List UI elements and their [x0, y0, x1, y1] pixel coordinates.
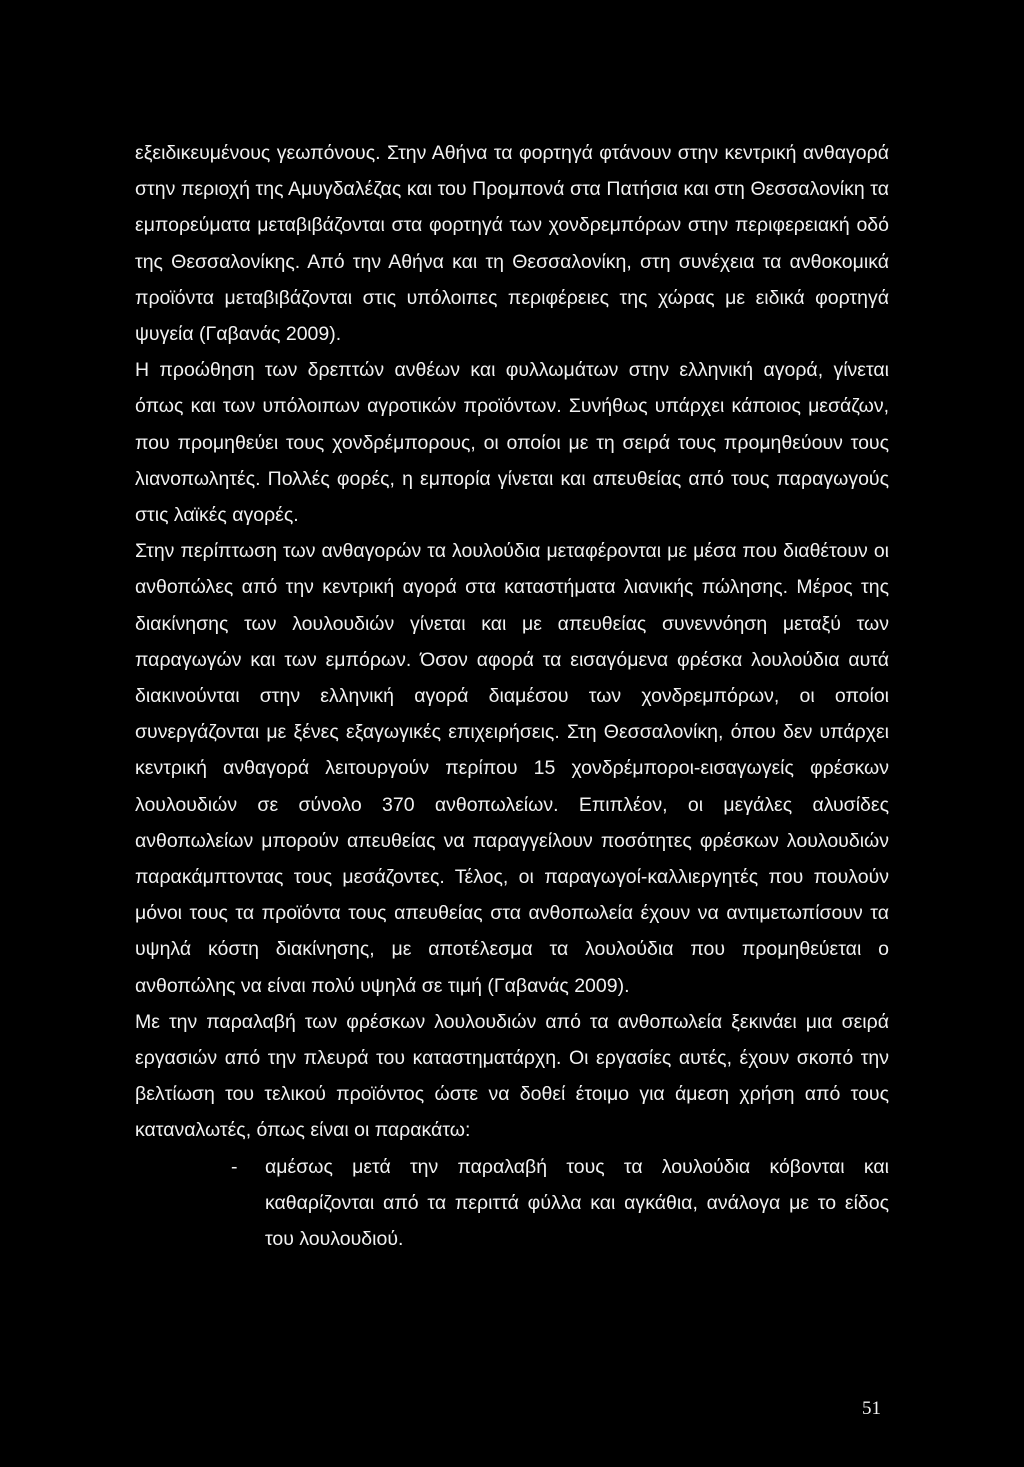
paragraph-3: Στην περίπτωση των ανθαγορών τα λουλούδια μεταφέρονται με μέσα που διαθέτουν οι ανθοπώλες από την κεντρική αγορά στα καταστήματα λιανικής πώλησης. Μέρος της διακίνησης των λουλουδιών γίνεται και με απευθείας συνεννόηση μεταξύ των παραγωγών και των εμπόρων. Όσον αφορά τα εισαγόμενα φρέσκα λουλούδια αυτά διακινούνται στην ελληνική αγορά διαμέσου των χονδρεμπόρων, οι οποίοι συνεργάζονται με ξένες εξαγωγικές επιχειρήσεις. Στη Θεσσαλονίκη, όπου δεν υπάρχει κεντρική ανθαγορά λειτουργούν περίπου 15 χονδρέμποροι-εισαγωγείς φρέσκων λουλουδιών σε σύνολο 370 ανθοπωλείων. Επιπλέον, οι μεγάλες αλυσίδες ανθοπωλείων μπορούν απευθείας να παραγγείλουν ποσότητες φρέσκων λουλουδιών παρακάμπτοντας τους μεσάζοντες. Τέλος, οι παραγωγοί-καλλιεργητές που πουλούν μόνοι τους τα προϊόντα τους απευθείας στα ανθοπωλεία έχουν να αντιμετωπίσουν τα υψηλά κόστη διακίνησης, με αποτέλεσμα τα λουλούδια που προμηθεύεται ο ανθοπώλης να είναι πολύ υψηλά σε τιμή (Γαβανάς 2009).: [135, 540, 889, 997]
paragraph-1: εξειδικευμένους γεωπόνους. Στην Αθήνα τα φορτηγά φτάνουν στην κεντρική ανθαγορά στην περιοχή της Αμυγδαλέζας και του Προμπονά στα Πατήσια και στη Θεσσαλονίκη τα εμπορεύματα μεταβιβάζονται στα φορτηγά των χονδρεμπόρων στην περιφερειακή οδό της Θεσσαλονίκης. Από την Αθήνα και τη Θεσσαλονίκη, στη συνέχεια τα ανθοκομικά προϊόντα μεταβιβάζονται στις υπόλοιπες περιφέρειες της χώρας με ειδικά φορτηγά ψυγεία (Γαβανάς 2009).: [135, 142, 889, 346]
paragraph-2: Η προώθηση των δρεπτών ανθέων και φυλλωμάτων στην ελληνική αγορά, γίνεται όπως και των υπόλοιπων αγροτικών προϊόντων. Συνήθως υπάρχει κάποιος μεσάζων, που προμηθεύει τους χονδρέμπορους, οι οποίοι με τη σειρά τους προμηθεύουν τους λιανοπωλητές. Πολλές φορές, η εμπορία γίνεται και απευθείας από τους παραγωγούς στις λαϊκές αγορές.: [135, 359, 889, 527]
body-text: [135, 135, 889, 1257]
paragraph-4: Με την παραλαβή των φρέσκων λουλουδιών από τα ανθοπωλεία ξεκινάει μια σειρά εργασιών από την πλευρά του καταστηματάρχη. Οι εργασίες αυτές, έχουν σκοπό την βελτίωση του τελικού προϊόντος ώστε να δοθεί έτοιμο για άμεση χρήση από τους καταναλωτές, όπως είναι οι παρακάτω:: [135, 1010, 889, 1142]
page-number: 51: [862, 1398, 881, 1419]
bullet-marker: -: [231, 1155, 238, 1178]
list-item: [135, 1149, 889, 1258]
bullet-list: [135, 1149, 889, 1258]
list-item-text: αμέσως μετά την παραλαβή τους τα λουλούδια κόβονται και καθαρίζονται από τα περιττά φύλλα και αγκάθια, ανάλογα με το είδος του λουλουδιού.: [265, 1155, 889, 1251]
